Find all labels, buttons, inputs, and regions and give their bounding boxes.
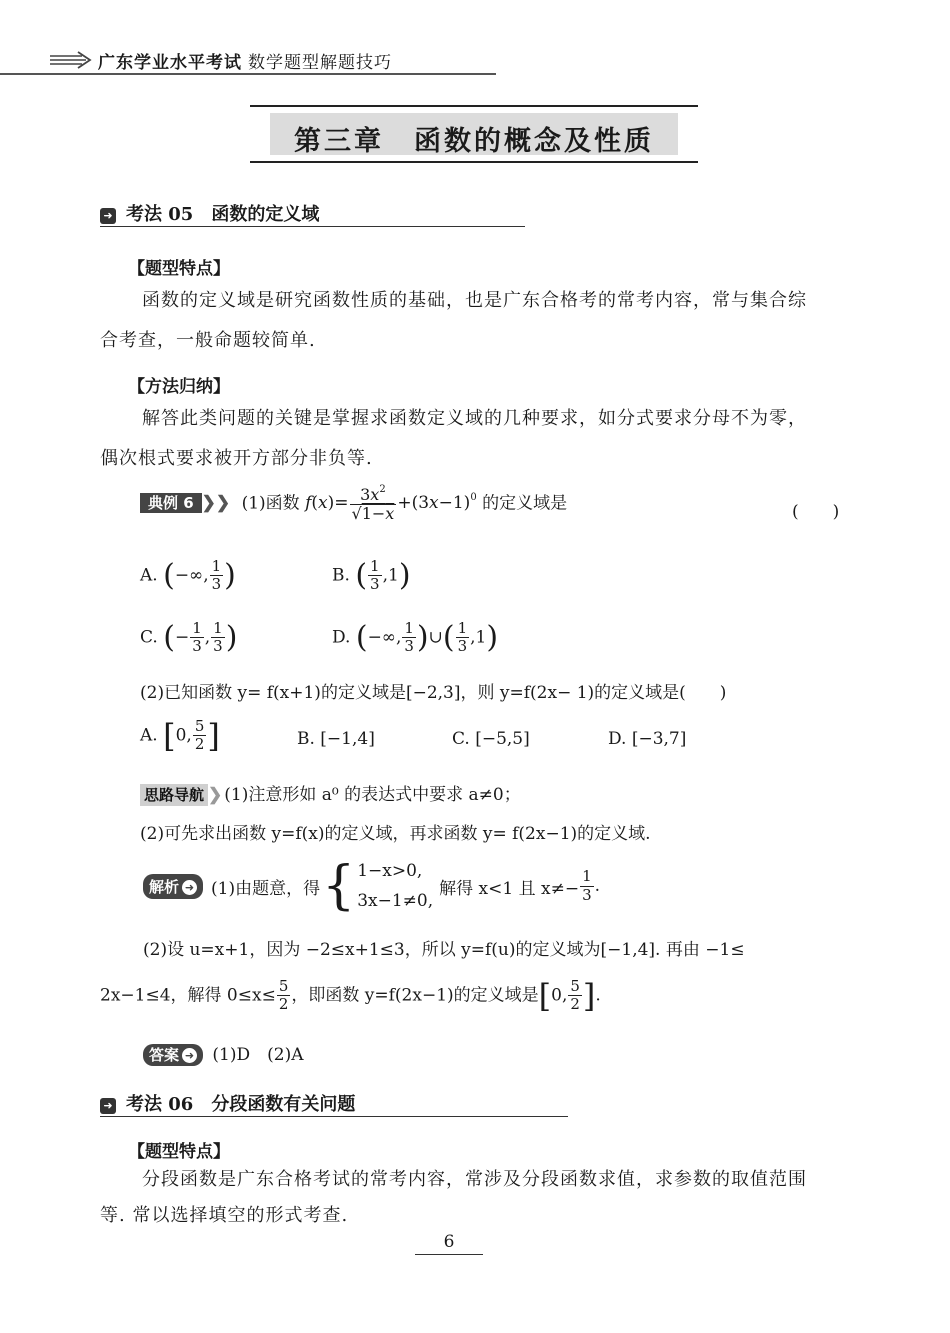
chapter-title-box — [250, 105, 698, 163]
header-arrow-icon — [48, 50, 94, 70]
option-2a: A. [0, $\frac{5}{2}$ ] — [140, 716, 220, 755]
guide-line2: (2)可先求出函数 y=f(x)的定义域，再求函数 y= f(2x−1)的定义域. — [140, 824, 651, 844]
arrow-right-icon: ➜ — [182, 1048, 197, 1063]
double-chevron-icon: ❯❯ — [201, 493, 231, 514]
section06-heading — [100, 1090, 568, 1117]
example6-q1: 典例 6 ❯❯ (1)函数 f(x)= $\frac{3x^2}{√1-x}$ $+(3x-1)^0$ 的定义域是 — [140, 484, 567, 524]
solution-part2-line2: 2x−1≤4，解得 0≤x≤ $\frac{5}{2}$ ，即函数 y=f(2x−1)的定义域是[0, $\frac{5}{2}$ ]. — [100, 976, 601, 1015]
example-tag: 典例 6 — [140, 493, 202, 513]
example6-q1-paren: ( ) — [792, 502, 840, 522]
section05-method-line2: 偶次根式要求被开方部分非负等. — [100, 448, 373, 469]
header-series: 广东学业水平考试 — [98, 53, 242, 73]
section06-feature-line2: 等. 常以选择填空的形式考查. — [100, 1205, 349, 1226]
solution-tag: 解析 ➜ — [143, 874, 203, 899]
section05-feature-line2: 合考查，一般命题较简单. — [100, 330, 316, 351]
header-rule — [0, 73, 496, 75]
solution-part1: 解析 ➜ (1)由题意，得 { 1−x>0, 3x−1≠0, 解得 x<1 且 x≠− $\frac{1}{3}$ . — [143, 856, 600, 916]
option-1c: C. (− $\frac{1}{3}$ , $\frac{1}{3}$ ) — [140, 619, 238, 656]
section05-feature-line1: 函数的定义域是研究函数性质的基础，也是广东合格考的常考内容，常与集合综 — [142, 290, 807, 311]
section05-method-line1: 解答此类问题的关键是掌握求函数定义域的几种要求，如分式要求分母不为零， — [142, 408, 807, 429]
page-number: 6 — [415, 1232, 483, 1255]
section05-title: 考法 05 函数的定义域 — [126, 204, 320, 225]
answer-line: 答案 ➜ (1)D (2)A — [143, 1040, 304, 1065]
option-2c: C. [−5,5] — [452, 729, 530, 749]
example6-q2: (2)已知函数 y= f(x+1)的定义域是[−2,3]，则 y=f(2x− 1)的定义域是( ) — [140, 683, 727, 703]
option-1d: D. (−∞, $\frac{1}{3}$ )∪( $\frac{1}{3}$ ,1) — [332, 619, 499, 656]
section06-feature-heading: 【题型特点】 — [128, 1142, 230, 1162]
option-1b: B. ( $\frac{1}{3}$ ,1) — [332, 557, 411, 594]
section05-method-heading: 【方法归纳】 — [128, 377, 230, 397]
arrow-right-icon: ➜ — [100, 1098, 116, 1114]
section06-title: 考法 06 分段函数有关问题 — [126, 1094, 356, 1115]
section05-feature-heading: 【题型特点】 — [128, 259, 230, 279]
section05-heading — [100, 200, 525, 227]
option-1a: A. (−∞, $\frac{1}{3}$ ) — [140, 557, 236, 594]
q1-formula: f(x)= $\frac{3x^2}{√1-x}$ $+(3x-1)^0$ — [305, 484, 477, 524]
section06-feature-line1: 分段函数是广东合格考试的常考内容，常涉及分段函数求值，求参数的取值范围 — [142, 1169, 807, 1190]
header-book-title: 数学题型解题技巧 — [248, 53, 392, 73]
chevron-right-icon: ❯ — [208, 785, 223, 805]
arrow-right-icon: ➜ — [182, 880, 197, 895]
condition-system: 1−x>0, 3x−1≠0, — [357, 861, 434, 911]
option-2d: D. [−3,7] — [608, 729, 687, 749]
brace-icon: { — [322, 856, 356, 916]
chapter-title: 第三章 函数的概念及性质 — [294, 126, 654, 157]
arrow-right-icon: ➜ — [100, 208, 116, 224]
guide-tag: 思路导航 — [140, 784, 208, 806]
solution-part2-line1: (2)设 u=x+1，因为 −2≤x+1≤3，所以 y=f(u)的定义域为[−1,4]. 再由 −1≤ — [143, 940, 745, 960]
answer-tag: 答案 ➜ — [143, 1044, 203, 1066]
guide-line1: 思路导航 ❯ (1)注意形如 a⁰ 的表达式中要求 a≠0； — [140, 780, 521, 805]
option-2b: B. [−1,4] — [297, 729, 375, 749]
